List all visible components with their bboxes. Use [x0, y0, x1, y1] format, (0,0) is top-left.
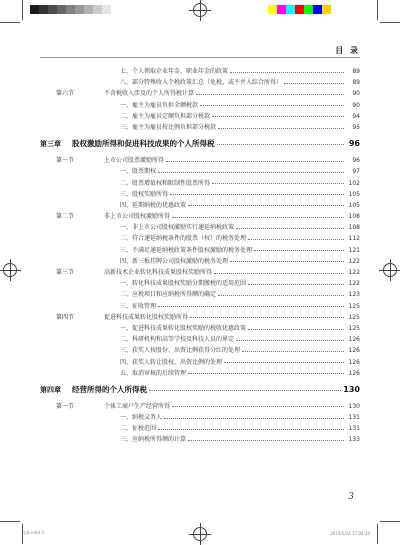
- toc-section-row: [40, 155, 360, 166]
- registration-mark-top: [193, 3, 207, 17]
- running-header-title: 目 录: [335, 46, 360, 55]
- print-slug-date: 2019/5/24 17:04:20: [330, 531, 370, 536]
- dot-leader: [172, 216, 344, 218]
- toc-section-row: [40, 312, 360, 323]
- toc-entry-page: 121: [348, 246, 360, 254]
- color-swatch: [277, 5, 286, 14]
- dot-leader: [217, 143, 345, 145]
- dot-leader: [230, 71, 344, 73]
- color-swatch: [93, 5, 102, 14]
- print-slug-file: 文新.indd 3: [22, 530, 44, 535]
- toc-entry-title: 促进科技成果转化股权奖励所得: [104, 313, 189, 321]
- chapter-label: 第三章: [40, 140, 61, 149]
- page-number: 3: [348, 492, 354, 502]
- color-swatch: [84, 5, 93, 14]
- header-rule: [40, 57, 360, 58]
- toc-item-row: [40, 111, 360, 122]
- toc-entry-title: 三、征收管理: [120, 302, 157, 310]
- dot-leader: [149, 389, 341, 391]
- toc-entry-title: 一、转化科技成果股权奖励分期缴税的适用范围: [120, 280, 247, 288]
- dot-leader: [254, 249, 344, 251]
- toc-entry-page: 108: [348, 224, 360, 232]
- color-swatch: [304, 5, 313, 14]
- color-swatch: [286, 5, 295, 14]
- toc-entry-title: 四、新三板挂牌公司股权激励的税务处理: [120, 257, 229, 265]
- color-swatch: [30, 5, 39, 14]
- toc-entry-title: 一、股票期权: [120, 168, 157, 176]
- dot-leader: [188, 204, 344, 206]
- toc-entry-title: 五、取消审核的后续管理: [120, 369, 187, 377]
- color-swatch: [322, 5, 331, 14]
- toc-entry-title: 三、雇主为雇员按比例负担部分税款: [120, 123, 217, 131]
- toc-entry-page: 123: [348, 291, 360, 299]
- dot-leader: [230, 260, 344, 262]
- toc-entry-title: 个体工商户生产经营所得: [104, 402, 171, 410]
- toc-entry-title: 二、雇主为雇员定额负担部分税款: [120, 112, 211, 120]
- toc-entry-page: 96: [352, 157, 360, 165]
- toc-item-row: [40, 301, 360, 312]
- dot-leader: [284, 82, 344, 84]
- registration-mark-left: [3, 263, 17, 277]
- toc-item-row: [40, 434, 360, 445]
- toc-item-row: [40, 289, 360, 300]
- toc-item-row: [40, 323, 360, 334]
- toc-entry-page: 122: [348, 280, 360, 288]
- dot-leader: [188, 439, 344, 441]
- toc-entry-title: 一、促进科技成果转化股权奖励的税收优惠政策: [120, 324, 247, 332]
- toc-item-row: [40, 166, 360, 177]
- dot-leader: [200, 104, 344, 106]
- toc-entry-page: 125: [348, 324, 360, 332]
- color-swatch: [102, 5, 111, 14]
- toc-entry-page: 89: [352, 68, 360, 75]
- toc-item-row: [40, 245, 360, 256]
- toc-item-row: [40, 357, 360, 368]
- dot-leader: [214, 272, 344, 274]
- toc-entry-title: 二、股票增值权和限制性股票所得: [120, 179, 211, 187]
- toc-item-row: [40, 77, 360, 88]
- toc-entry-title: 股权激励所得和促进科技成果的个人所得税: [72, 139, 215, 149]
- section-label: 第一节: [56, 157, 75, 165]
- toc-item-row: [40, 345, 360, 356]
- toc-entry-page: 94: [352, 112, 360, 120]
- color-swatch: [39, 5, 48, 14]
- toc-item-row: [40, 423, 360, 434]
- dot-leader: [158, 305, 344, 307]
- toc-item-row: [40, 122, 360, 133]
- toc-entry-title: 一、非上市公司股权激励实行递延纳税政策: [120, 224, 235, 232]
- toc-entry-page: 133: [348, 436, 360, 444]
- color-swatch: [75, 5, 84, 14]
- toc-item-row: [40, 278, 360, 289]
- dot-leader: [196, 93, 344, 95]
- toc-entry-title: 高新技术企业转化科技成果股权奖励所得: [104, 269, 213, 276]
- toc-entry-title: 四、获奖人转让股权、出资比例的处理: [120, 358, 223, 366]
- crop-mark: [0, 521, 20, 522]
- toc-item-row: [40, 66, 360, 77]
- color-swatch: [268, 5, 277, 14]
- toc-entry-title: 上市公司股票激励所得: [104, 157, 165, 165]
- toc-entry-page: 122: [348, 257, 360, 265]
- toc-entry-page: 131: [348, 425, 360, 433]
- toc-entry-page: 90: [352, 101, 360, 109]
- toc-entry-title: 三、股权奖励所得: [120, 190, 169, 198]
- toc-entry-page: 126: [348, 369, 360, 377]
- crop-mark: [0, 22, 20, 23]
- toc-entry-page: 122: [348, 269, 360, 276]
- toc-item-row: [40, 233, 360, 244]
- toc-item-row: [40, 178, 360, 189]
- toc-entry-page: 96: [348, 139, 360, 149]
- toc-entry-title: 二、征税范围: [120, 425, 157, 433]
- section-label: 第六节: [56, 90, 75, 98]
- toc-entry-page: 105: [348, 201, 360, 209]
- dot-leader: [248, 283, 344, 285]
- dot-leader: [218, 294, 344, 296]
- toc-chapter-row: [40, 133, 360, 155]
- toc-section-row: [40, 267, 360, 278]
- section-label: 第三节: [56, 269, 75, 276]
- toc-entry-title: 三、不满足递延纳税政策条件股权激励的税务处理: [120, 246, 253, 254]
- toc-entry-title: 三、获奖人按股份、出资比例获得分红的处理: [120, 347, 241, 355]
- crop-mark: [380, 521, 400, 522]
- dot-leader: [242, 350, 344, 352]
- dot-leader: [158, 428, 344, 430]
- toc-item-row: [40, 200, 360, 211]
- section-label: 第四节: [56, 313, 75, 321]
- toc-item-row: [40, 368, 360, 379]
- toc-entry-title: 三、应纳税所得额的计算: [120, 436, 187, 444]
- toc-item-row: [40, 189, 360, 200]
- registration-mark-right: [383, 263, 397, 277]
- dot-leader: [212, 115, 344, 117]
- toc-entry-title: 非上市公司股权激励所得: [104, 213, 171, 221]
- dot-leader: [188, 372, 344, 374]
- toc-entry-page: 126: [348, 347, 360, 355]
- toc-item-row: [40, 334, 360, 345]
- color-swatch: [313, 5, 322, 14]
- toc-entry-title: 七、个人领取企业年金、职业年金的政策: [120, 68, 229, 75]
- toc-entry-page: 130: [348, 402, 360, 410]
- toc-entry-page: 95: [352, 123, 360, 131]
- toc-entry-page: 126: [348, 336, 360, 344]
- color-swatch: [295, 5, 304, 14]
- toc-entry-title: 二、科研机构和高等学校及科技人员的界定: [120, 336, 235, 344]
- toc-entry-page: 125: [348, 313, 360, 321]
- section-label: 第一节: [56, 402, 75, 410]
- toc-entry-page: 112: [348, 235, 360, 243]
- color-calibration-bar-right: [268, 5, 331, 14]
- toc-entry-title: 一、雇主为雇员负担全额税款: [120, 101, 199, 109]
- color-calibration-bar: [30, 5, 120, 14]
- dot-leader: [172, 405, 344, 407]
- dot-leader: [236, 339, 344, 341]
- toc-entry-page: 102: [348, 179, 360, 187]
- crop-mark: [377, 0, 378, 20]
- dot-leader: [218, 127, 344, 129]
- dot-leader: [164, 417, 344, 419]
- crop-mark: [377, 524, 378, 544]
- toc-entry-page: 130: [343, 384, 360, 394]
- color-swatch: [48, 5, 57, 14]
- color-swatch: [57, 5, 66, 14]
- toc-entry-title: 经营所得的个人所得税: [72, 384, 147, 394]
- toc-entry-page: 125: [348, 302, 360, 310]
- toc-entry-title: 二、符合递延纳税条件的股票（权）的税务处理: [120, 235, 247, 243]
- dot-leader: [158, 171, 344, 173]
- registration-mark-bottom: [193, 527, 207, 541]
- toc-entry-page: 97: [352, 168, 360, 176]
- dot-leader: [248, 328, 344, 330]
- dot-leader: [224, 361, 344, 363]
- dot-leader: [212, 182, 344, 184]
- toc-entry-page: 126: [348, 358, 360, 366]
- crop-mark: [380, 22, 400, 23]
- dot-leader: [170, 193, 344, 195]
- toc-item-row: [40, 412, 360, 423]
- toc-section-row: [40, 211, 360, 222]
- toc-item-row: [40, 100, 360, 111]
- toc-entry-title: 不含税收入涉及的个人所得税计算: [104, 90, 195, 98]
- section-label: 第二节: [56, 213, 75, 221]
- toc-entry-title: 一、纳税义务人: [120, 414, 163, 422]
- toc-entry-title: 二、应税项目和应纳税所得额的确定: [120, 291, 217, 299]
- crop-mark: [22, 0, 23, 20]
- table-of-contents: [40, 66, 360, 446]
- toc-entry-page: 108: [348, 213, 360, 221]
- color-swatch: [111, 5, 120, 14]
- toc-section-row: [40, 401, 360, 412]
- chapter-label: 第四章: [40, 385, 61, 394]
- toc-item-row: [40, 222, 360, 233]
- toc-chapter-row: [40, 379, 360, 401]
- dot-leader: [166, 160, 344, 162]
- dot-leader: [236, 227, 344, 229]
- toc-item-row: [40, 256, 360, 267]
- toc-entry-page: 89: [352, 79, 360, 87]
- toc-entry-page: 90: [352, 90, 360, 98]
- toc-entry-page: 131: [348, 414, 360, 422]
- toc-entry-title: 四、延期纳税的优惠政策: [120, 201, 187, 209]
- dot-leader: [248, 238, 344, 240]
- toc-entry-page: 105: [348, 190, 360, 198]
- color-swatch: [66, 5, 75, 14]
- toc-entry-title: 八、部分特殊收入个税政策汇总（免税，或不并入综合所得）: [120, 79, 283, 87]
- dot-leader: [190, 316, 344, 318]
- toc-section-row: [40, 88, 360, 99]
